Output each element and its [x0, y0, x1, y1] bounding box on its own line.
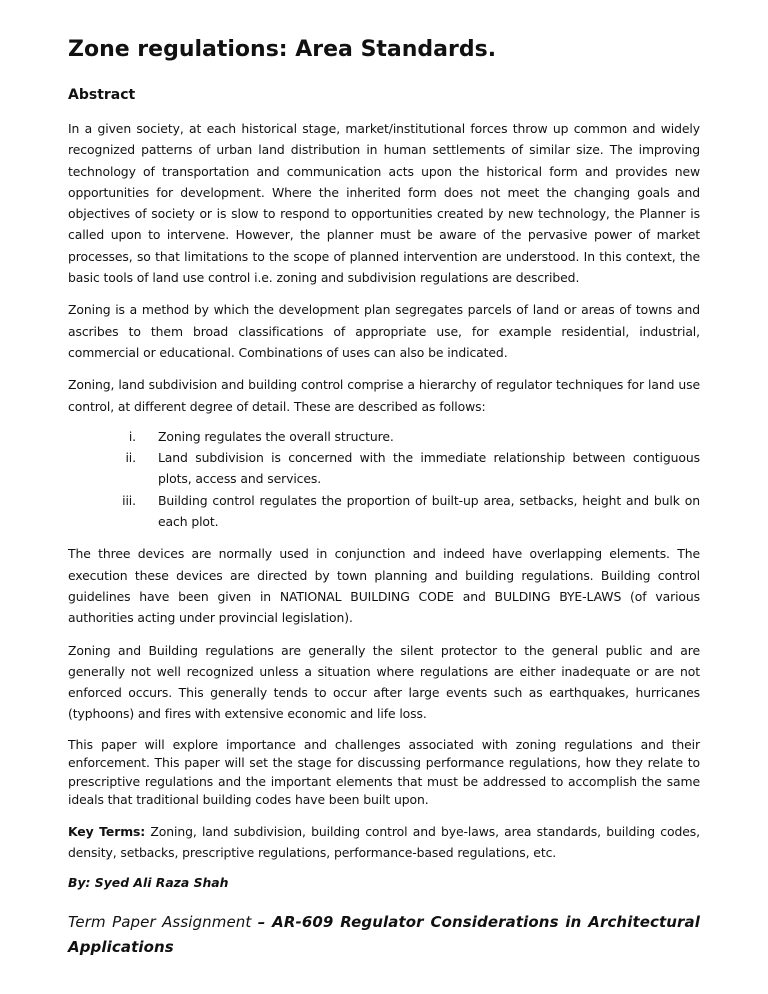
list-text: Zoning regulates the overall structure. [158, 428, 394, 444]
list-item [68, 490, 700, 533]
author-line: By: Syed Ali Raza Shah [68, 875, 229, 891]
footer-course: – AR-609 Regulator Considerations in Architectural Applications [68, 913, 700, 957]
list-text: Land subdivision is concerned with the immediate relationship between contiguous plots, access and services. [158, 450, 700, 487]
footer-lead: Term Paper Assignment [68, 913, 258, 932]
key-terms-text: Zoning, land subdivision, building control and bye-laws, area standards, building codes, density, setbacks, prescriptive regulations, performance-based regulations, etc. [68, 823, 700, 861]
paragraph-5: Zoning and Building regulations are generally the silent protector to the general public and are generally not well recognized unless a situation where regulations are either inadequate or are not enforced occurs. This generally tends to occur after large events such as earthquakes, hurricanes (typhoons) and fires with extensive economic and life loss. [68, 642, 700, 722]
list-item [68, 426, 700, 447]
list-item [68, 447, 700, 490]
assignment-footer [68, 910, 700, 960]
list-text: Building control regulates the proportion of built-up area, setbacks, height and bulk on each plot. [158, 492, 700, 530]
paragraph-3: Zoning, land subdivision and building control comprise a hierarchy of regulator techniques for land use control, at different degree of detail. These are described as follows: [68, 377, 700, 414]
paragraph-1: In a given society, at each historical stage, market/institutional forces throw up common and widely recognized patterns of urban land distribution in human settlements of similar size. The improving technology of transportation and communication acts upon the historical form and provides new opportunities for development. Where the inherited form does not meet the changing goals and objectives of society or is slow to respond to opportunities created by new technology, the Planner is called upon to intervene. However, the planner must be aware of the pervasive power of market processes, so that limitations to the scope of planned intervention are understood. In this context, the basic tools of land use control i.e. zoning and subdivision regulations are described. [68, 121, 700, 286]
list-number: iii. [122, 492, 136, 508]
abstract-heading: Abstract [68, 87, 136, 103]
key-terms [68, 821, 700, 864]
paragraph-4: The three devices are normally used in conjunction and indeed have overlapping elements. The execution these devices are directed by town planning and building regulations. Building control guidelines have been given in NATIONAL BUILDING CODE and BULDING BYE-LAWS (of various authorities acting under provincial legislation). [68, 546, 700, 626]
roman-list [68, 426, 700, 532]
paragraph-6: This paper will explore importance and challenges associated with zoning regulations and their enforcement. This paper will set the stage for discussing performance regulations, how they relate to prescriptive regulations and the important elements that must be addressed to accomplish the same ideals that traditional building codes have been built upon. [68, 736, 700, 808]
list-number: i. [128, 428, 136, 444]
document-page [68, 36, 700, 960]
paragraph-2: Zoning is a method by which the development plan segregates parcels of land or areas of towns and ascribes to them broad classifications of appropriate use, for example residential, industrial, commercial or educational. Combinations of uses can also be indicated. [68, 302, 700, 360]
key-terms-label: Key Terms: [68, 823, 146, 839]
list-number: ii. [125, 450, 136, 466]
page-title: Zone regulations: Area Standards. [68, 37, 497, 62]
